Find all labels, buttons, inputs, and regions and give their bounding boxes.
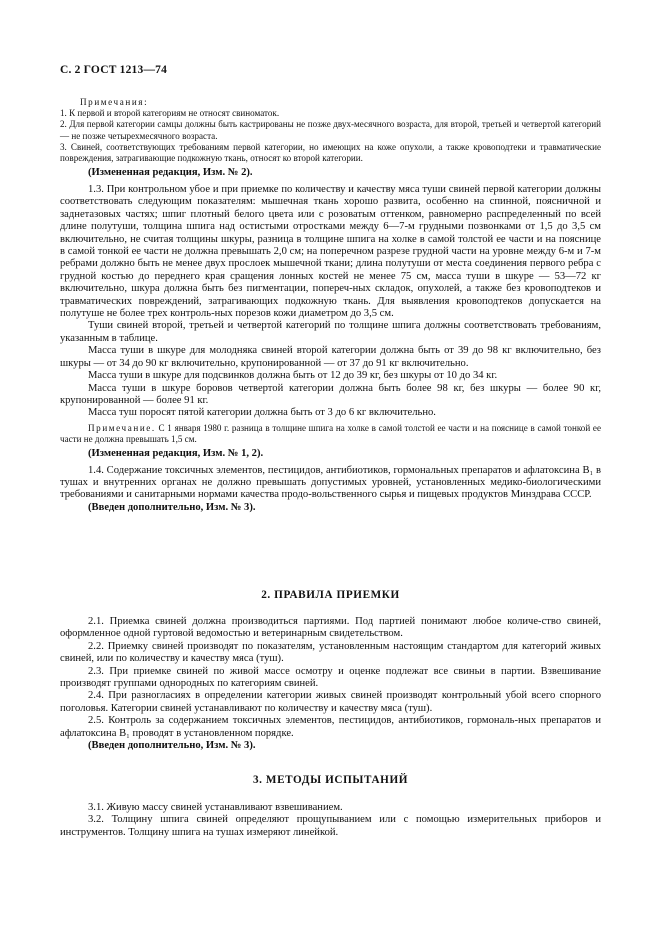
paragraph: Масса туш поросят пятой категории должна быть от 3 до 6 кг включительно. bbox=[88, 407, 436, 419]
introduced-note: (Введен дополнительно, Изм. № 3). bbox=[88, 740, 256, 752]
section-3 bbox=[60, 774, 601, 786]
note-label: Примечание. bbox=[88, 422, 156, 433]
paragraph: 2.2. Приемку свиней производят по показателям, установленным настоящим стандартом для категорий живых свиней, или по количеству и качеству мяса (туш). bbox=[60, 640, 601, 665]
clause-1-3 bbox=[60, 184, 601, 514]
edition-note: (Измененная редакция, Изм. № 2). bbox=[88, 167, 253, 179]
paragraph: 2.1. Приемка свиней должна производиться партиями. Под партией понимают любое количе-ство свиней, оформленное одной гуртовой ведомостью и ветеринарным свидетельством. bbox=[60, 616, 601, 640]
note-item: 2. Для первой категории самцы должны быть кастрированы не позже двух-месячного возраста, для второй, третьей и четвертой категорий — не позже четырехмесячного возраста. bbox=[60, 119, 601, 141]
paragraph: 1.4. Содержание токсичных элементов, пестицидов, антибиотиков, гормональных препаратов и афлатоксина B₁ в тушах и внутренних органах не должно превышать допустимых уровней, установленных медико-биологическими требованиями и санитарными нормами качества продо-вольственного сырья и пищевых продуктов Минздрава СССР. bbox=[60, 464, 601, 501]
paragraph: 3.2. Толщину шпига свиней определяют прощупыванием или с помощью измерительных приборов и инструментов. Толщину шпига на тушах измеряют линейкой. bbox=[60, 814, 601, 838]
note-item: 1. К первой и второй категориям не относят свиноматок. bbox=[60, 108, 280, 119]
note-item: 3. Свиней, соответствующих требованиям первой категории, но имеющих на коже опухоли, а также кровоподтеки и травматические повреждения, затрагивающие подкожную ткань, относят ко второй категории. bbox=[60, 141, 601, 164]
paragraph: 1.3. При контрольном убое и при приемке по количеству и качеству мяса туши свиней первой категории должны соответствовать следующим показателям: мышечная ткань хорошо развита, особенно на спинной, поясничной и заднетазовых частях; шпиг плотный белого цвета или с розоватым оттенком, равномерно распределенный по всей длине полутуши, толщина шпига над остистыми отростками между 6—7-м грудными позвонками от 1,5 до 3,5 см включительно, не считая толщины шкуры, разница в толщине шпига на холке в самой толстой ее части и на пояснице в самой тонкой ее части не должна превышать 2,0 см; на поперечном разрезе грудной части на уровне между 6-м и 7-м ребрами должно быть не менее двух прослоек мышечной ткани; длина полутуши от места соединения первого ребра с грудной костью до переднего края сращения лонных костей не менее 75 см, масса туши в шкуре — 53—72 кг включительно, шкура должна быть без пигментации, попереч-ных складок, опухолей, а также без кровоподтеков и травматических повреждений, затрагивающих подкожную ткань. Для выявления кровоподтеков допускается на полутуше не более трех контроль-ных порезов кожи диаметром до 3,5 см. bbox=[60, 184, 601, 320]
paragraph: Масса туши в шкуре для молодняка свиней второй категории должна быть от 39 до 98 кг включительно, без шкуры — от 34 до 90 кг включительно, крупонированной — от 37 до 91 кг включительно. bbox=[60, 345, 601, 369]
section-2-body bbox=[60, 616, 601, 752]
paragraph: Масса туши в шкуре для подсвинков должна быть от 12 до 39 кг, без шкуры от 10 до 34 кг. bbox=[88, 370, 498, 382]
paragraph: Туши свиней второй, третьей и четвертой категорий по толщине шпига должны соответствовать требованиям, указанным в таблице. bbox=[60, 320, 601, 344]
paragraph: 2.4. При разногласиях в определении категории живых свиней производят контрольный убой всего спорного поголовья. Категории свиней устанавливают по количеству и качеству мяса (туш). bbox=[60, 690, 601, 714]
notes-block bbox=[60, 97, 601, 180]
paragraph: 2.5. Контроль за содержанием токсичных элементов, пестицидов, антибиотиков, гормональ-ных препаратов и афлатоксина B₁ проводят в установленном порядке. bbox=[60, 715, 601, 739]
note-text: С 1 января 1980 г. разница в толщине шпига на холке в самой толстой ее части и на пояснице в самой тонкой ее части не должна превышать 1,5 см. bbox=[60, 422, 601, 444]
edition-note: (Измененная редакция, Изм. № 1, 2). bbox=[88, 448, 264, 460]
section-title: 2. ПРАВИЛА ПРИЕМКИ bbox=[261, 589, 400, 601]
note-paragraph bbox=[60, 423, 601, 445]
notes-heading: Примечания: bbox=[80, 97, 149, 107]
section-title: 3. МЕТОДЫ ИСПЫТАНИЙ bbox=[252, 774, 409, 786]
paragraph: 3.1. Живую массу свиней устанавливают взвешиванием. bbox=[88, 802, 343, 813]
paragraph: Масса туши в шкуре боровов четвертой категории должна быть более 98 кг, без шкуры — более 90 кг, крупонированной — более 91 кг. bbox=[60, 382, 601, 406]
section-2 bbox=[60, 589, 601, 601]
introduced-note: (Введен дополнительно, Изм. № 3). bbox=[88, 501, 256, 513]
page-header: С. 2 ГОСТ 1213—74 bbox=[60, 64, 168, 76]
paragraph: 2.3. При приемке свиней по живой массе осмотру и оценке подлежат все свиньи в партии. Взвешивание производят группами однородных по категориям свиней. bbox=[60, 665, 601, 690]
section-3-body bbox=[60, 802, 601, 839]
